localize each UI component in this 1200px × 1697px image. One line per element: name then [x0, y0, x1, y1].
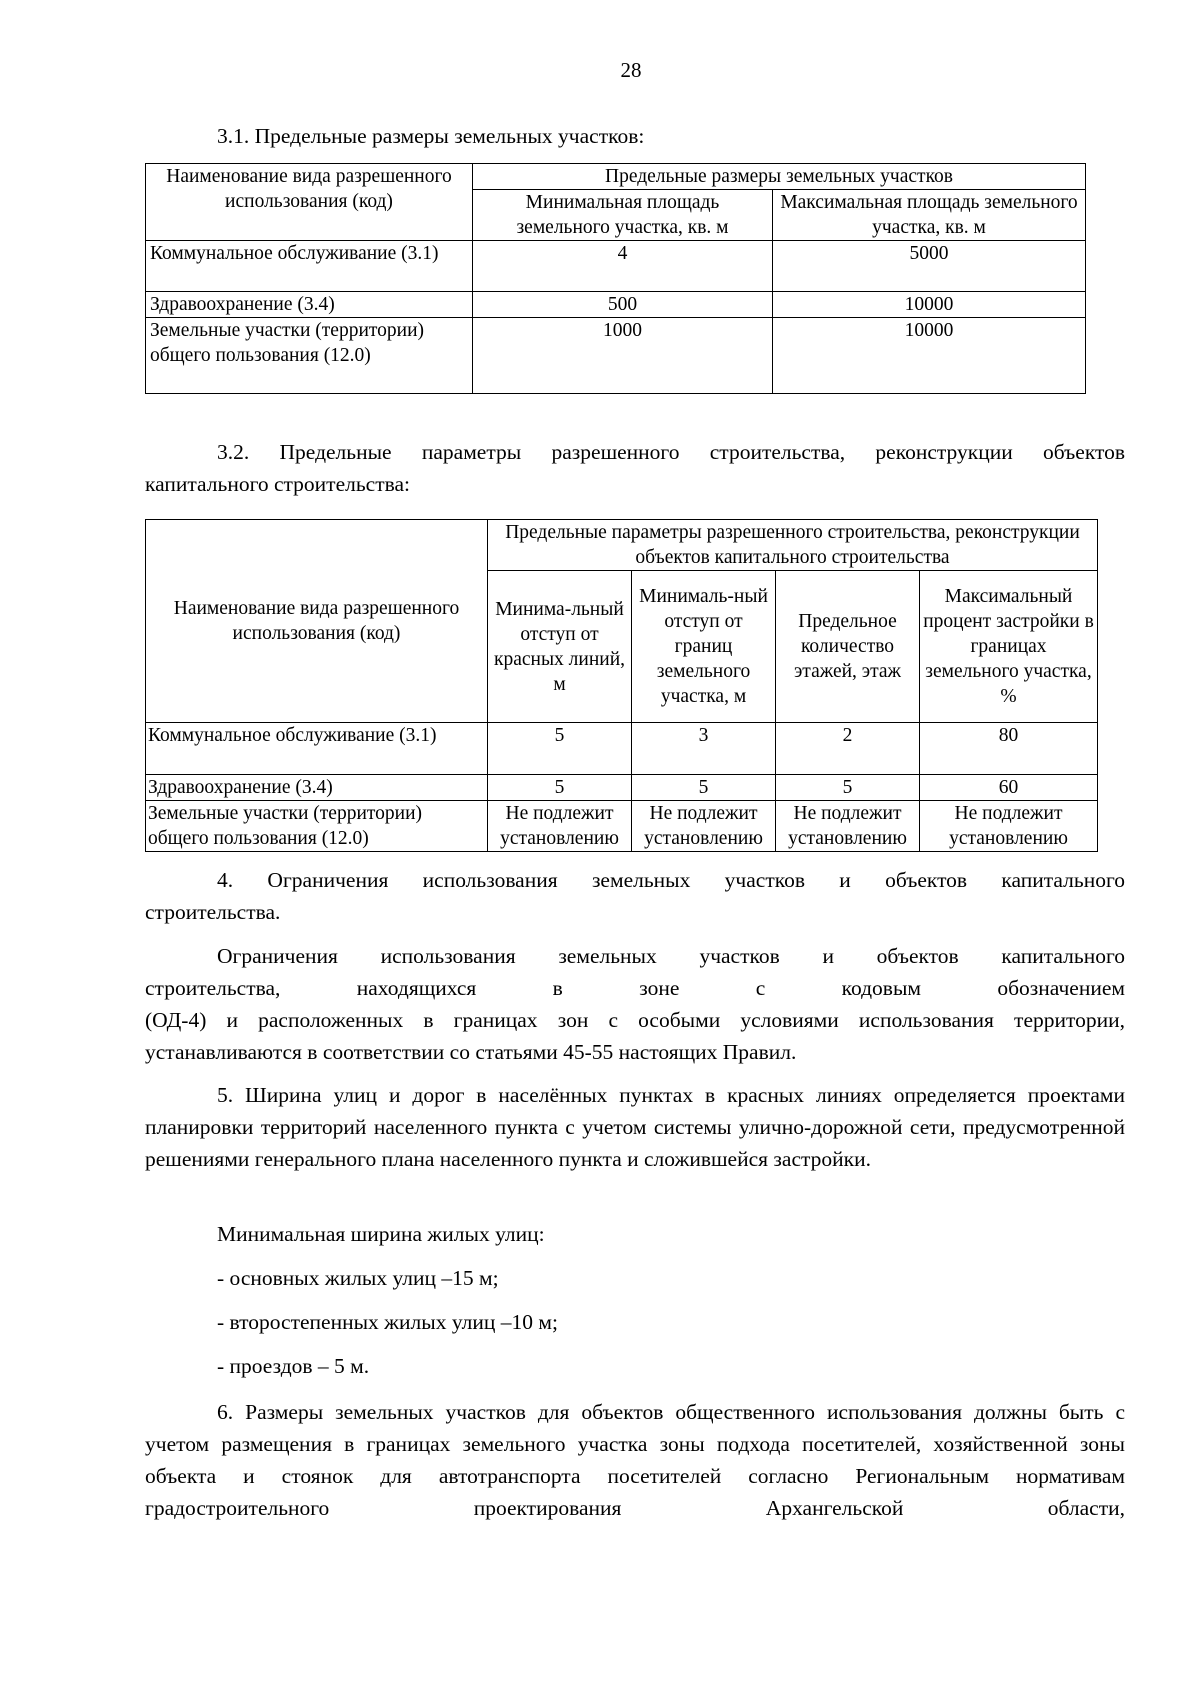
table2-row-v1: 5	[488, 775, 632, 801]
table1-row-max: 10000	[773, 318, 1086, 394]
table1-row-min: 500	[473, 292, 773, 318]
table2-row-name: Коммунальное обслуживание (3.1)	[146, 723, 488, 775]
section-5-min-width-heading: Минимальная ширина жилых улиц:	[217, 1222, 545, 1246]
table1-header-max: Максимальная площадь земельного участка, кв. м	[773, 190, 1086, 241]
table2-row-v2: 5	[632, 775, 776, 801]
section-4-heading-line1: 4. Ограничения использования земельных участков и объектов капитального	[217, 868, 1125, 892]
table2-header-col2: Минималь-ный отступ от границ земельного участка, м	[632, 571, 776, 723]
section-3-2-line2: капитального строительства:	[145, 472, 410, 496]
table1-header-group: Предельные размеры земельных участков	[473, 164, 1086, 190]
land-plot-size-table	[145, 163, 1086, 394]
section-3-1-heading: 3.1. Предельные размеры земельных участков:	[217, 124, 645, 148]
table2-row-v4: 80	[920, 723, 1098, 775]
table1-header-min: Минимальная площадь земельного участка, кв. м	[473, 190, 773, 241]
table2-row-v3: 2	[776, 723, 920, 775]
table1-header-name: Наименование вида разрешенного использования (код)	[146, 164, 473, 241]
table-row	[146, 801, 1098, 852]
table-row	[146, 775, 1098, 801]
table2-row-v1: 5	[488, 723, 632, 775]
page-number: 28	[620, 58, 642, 82]
list-item: - основных жилых улиц –15 м;	[217, 1266, 499, 1290]
section-6-text: 6. Размеры земельных участков для объектов общественного использования должны быть с учетом размещения в границах земельного участка зоны подхода посетителей, хозяйственной зоны объекта и стоянок для автотранспорта посетителей согласно Региональным нормативам градостроительного проектирования Архангельской области,	[145, 1400, 1125, 1520]
table1-row-min: 4	[473, 241, 773, 292]
section-4-heading-line2: строительства.	[145, 900, 281, 924]
table2-header-col3: Предельное количество этажей, этаж	[776, 571, 920, 723]
section-4-body-rest: (ОД-4) и расположенных в границах зон с особыми условиями использования территории, устанавливаются в соответствии со статьями 45-55 настоящих Правил.	[145, 1008, 1125, 1064]
table1-row-max: 5000	[773, 241, 1086, 292]
section-5-text: 5. Ширина улиц и дорог в населённых пунктах в красных линиях определяется проектами планировки территорий населенного пункта с учетом системы улично-дорожной сети, предусмотренной решениями генерального плана населенного пункта и сложившейся застройки.	[145, 1083, 1125, 1171]
table2-row-v3: 5	[776, 775, 920, 801]
table2-row-name: Земельные участки (территории) общего пользования (12.0)	[146, 801, 488, 852]
list-item: - проездов – 5 м.	[217, 1354, 370, 1378]
table2-header-group: Предельные параметры разрешенного строительства, реконструкции объектов капитального строительства	[488, 520, 1098, 571]
table1-row-name: Коммунальное обслуживание (3.1)	[146, 241, 473, 292]
section-4-body-line2: строительства, находящихся в зоне с кодовым обозначением	[145, 976, 1125, 1000]
table1-row-name: Земельные участки (территории) общего пользования (12.0)	[146, 318, 473, 394]
table2-header-col4: Максимальный процент застройки в границах земельного участка, %	[920, 571, 1098, 723]
construction-params-table	[145, 519, 1098, 852]
table2-row-name: Здравоохранение (3.4)	[146, 775, 488, 801]
table-row	[146, 318, 1086, 394]
table1-row-max: 10000	[773, 292, 1086, 318]
table-row	[146, 292, 1086, 318]
table2-row-v1: Не подлежит установлению	[488, 801, 632, 852]
table2-row-v4: 60	[920, 775, 1098, 801]
table-row	[146, 723, 1098, 775]
table-row	[146, 241, 1086, 292]
table2-row-v3: Не подлежит установлению	[776, 801, 920, 852]
table2-row-v2: Не подлежит установлению	[632, 801, 776, 852]
table1-row-min: 1000	[473, 318, 773, 394]
table2-row-v2: 3	[632, 723, 776, 775]
section-3-2-line1: 3.2. Предельные параметры разрешенного строительства, реконструкции объектов	[217, 440, 1125, 464]
list-item: - второстепенных жилых улиц –10 м;	[217, 1310, 558, 1334]
table1-row-name: Здравоохранение (3.4)	[146, 292, 473, 318]
section-4-body-line1: Ограничения использования земельных участков и объектов капитального	[217, 944, 1125, 968]
table2-header-name: Наименование вида разрешенного использования (код)	[146, 520, 488, 723]
table2-header-col1: Минима-льный отступ от красных линий, м	[488, 571, 632, 723]
table2-row-v4: Не подлежит установлению	[920, 801, 1098, 852]
